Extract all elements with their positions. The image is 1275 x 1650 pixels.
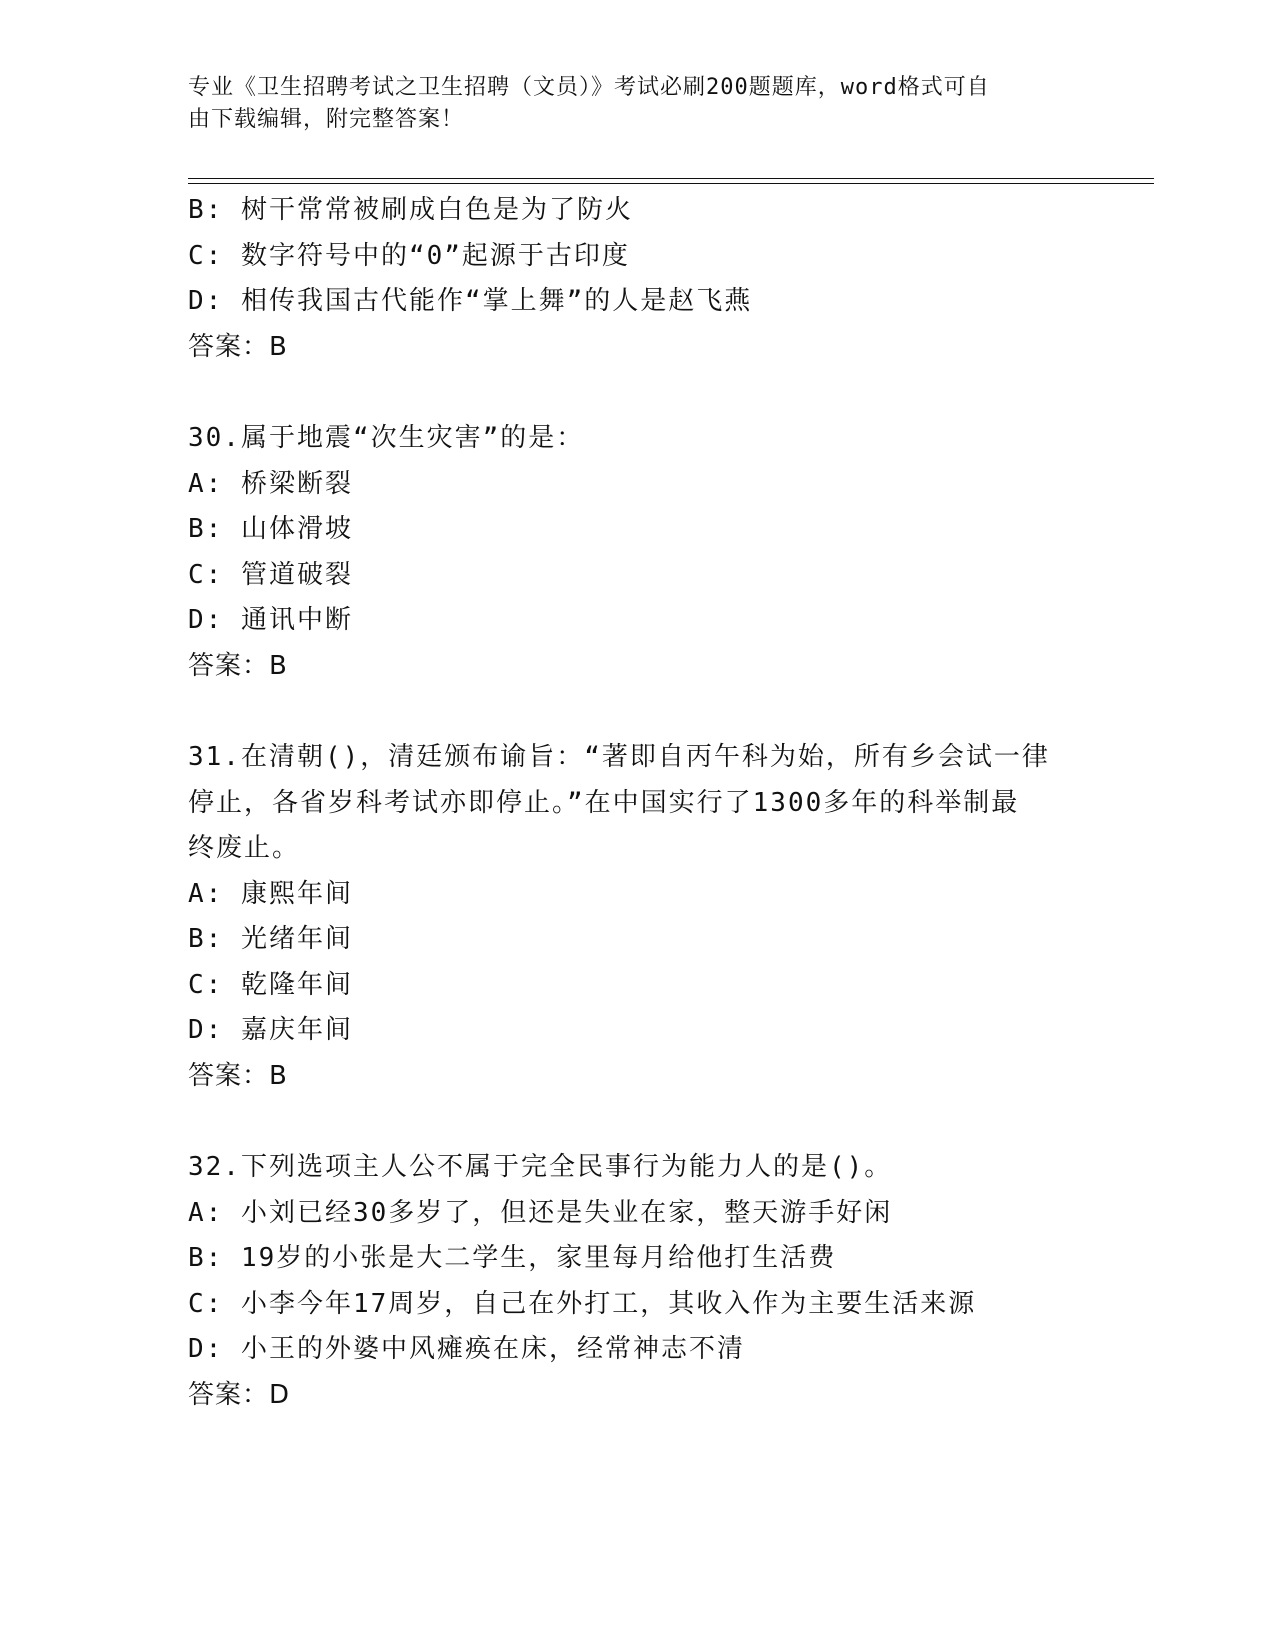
header-line-2: 由下载编辑，附完整答案！ — [188, 107, 465, 132]
option-b: B: 山体滑坡 — [188, 514, 353, 544]
question-stem-line-3: 终废止。 — [188, 833, 301, 863]
question-stem-line-2: 停止，各省岁科考试亦即停止。”在中国实行了1300多年的科举制最 — [188, 787, 1020, 818]
option-a: A: 康熙年间 — [188, 878, 353, 909]
header-divider-top — [188, 178, 1154, 179]
question-31 — [188, 735, 1088, 1099]
question-stem-line-1: 31.在清朝()，清廷颁布谕旨：“著即自丙午科为始，所有乡会试一律 — [188, 742, 1050, 772]
option-b: B: 光绪年间 — [188, 924, 353, 954]
question-stem: 30.属于地震“次生灾害”的是： — [188, 423, 585, 453]
answer-label: 答案：B — [188, 1060, 288, 1091]
option-d: D: 小王的外婆中风瘫痪在床，经常神志不清 — [188, 1334, 745, 1364]
option-d: D: 通讯中断 — [188, 605, 353, 635]
option-b: B: 19岁的小张是大二学生，家里每月给他打生活费 — [188, 1243, 837, 1273]
option-a: A: 小刘已经30多岁了，但还是失业在家，整天游手好闲 — [188, 1197, 893, 1228]
answer-label: 答案：B — [188, 331, 288, 362]
option-d: D: 嘉庆年间 — [188, 1015, 353, 1045]
header-divider-bottom — [188, 183, 1154, 184]
question-30 — [188, 416, 1088, 689]
option-c: C: 乾隆年间 — [188, 969, 353, 1000]
option-c: C: 小李今年17周岁，自己在外打工，其收入作为主要生活来源 — [188, 1288, 977, 1319]
answer-label: 答案：D — [188, 1379, 291, 1410]
option-a: A: 桥梁断裂 — [188, 468, 353, 499]
option-d: D: 相传我国古代能作“掌上舞”的人是赵飞燕 — [188, 286, 753, 316]
document-header — [188, 72, 1068, 136]
option-c: C: 管道破裂 — [188, 559, 353, 590]
question-stem: 32.下列选项主人公不属于完全民事行为能力人的是()。 — [188, 1152, 893, 1182]
question-32 — [188, 1145, 1088, 1418]
option-c: C: 数字符号中的“0”起源于古印度 — [188, 240, 630, 271]
header-line-1: 专业《卫生招聘考试之卫生招聘（文员）》考试必刷200题题库，word格式可自 — [188, 75, 990, 100]
answer-label: 答案：B — [188, 650, 288, 681]
option-b: B: 树干常常被刷成白色是为了防火 — [188, 195, 633, 225]
question-list — [188, 188, 1088, 1418]
question-29 — [188, 188, 1088, 370]
